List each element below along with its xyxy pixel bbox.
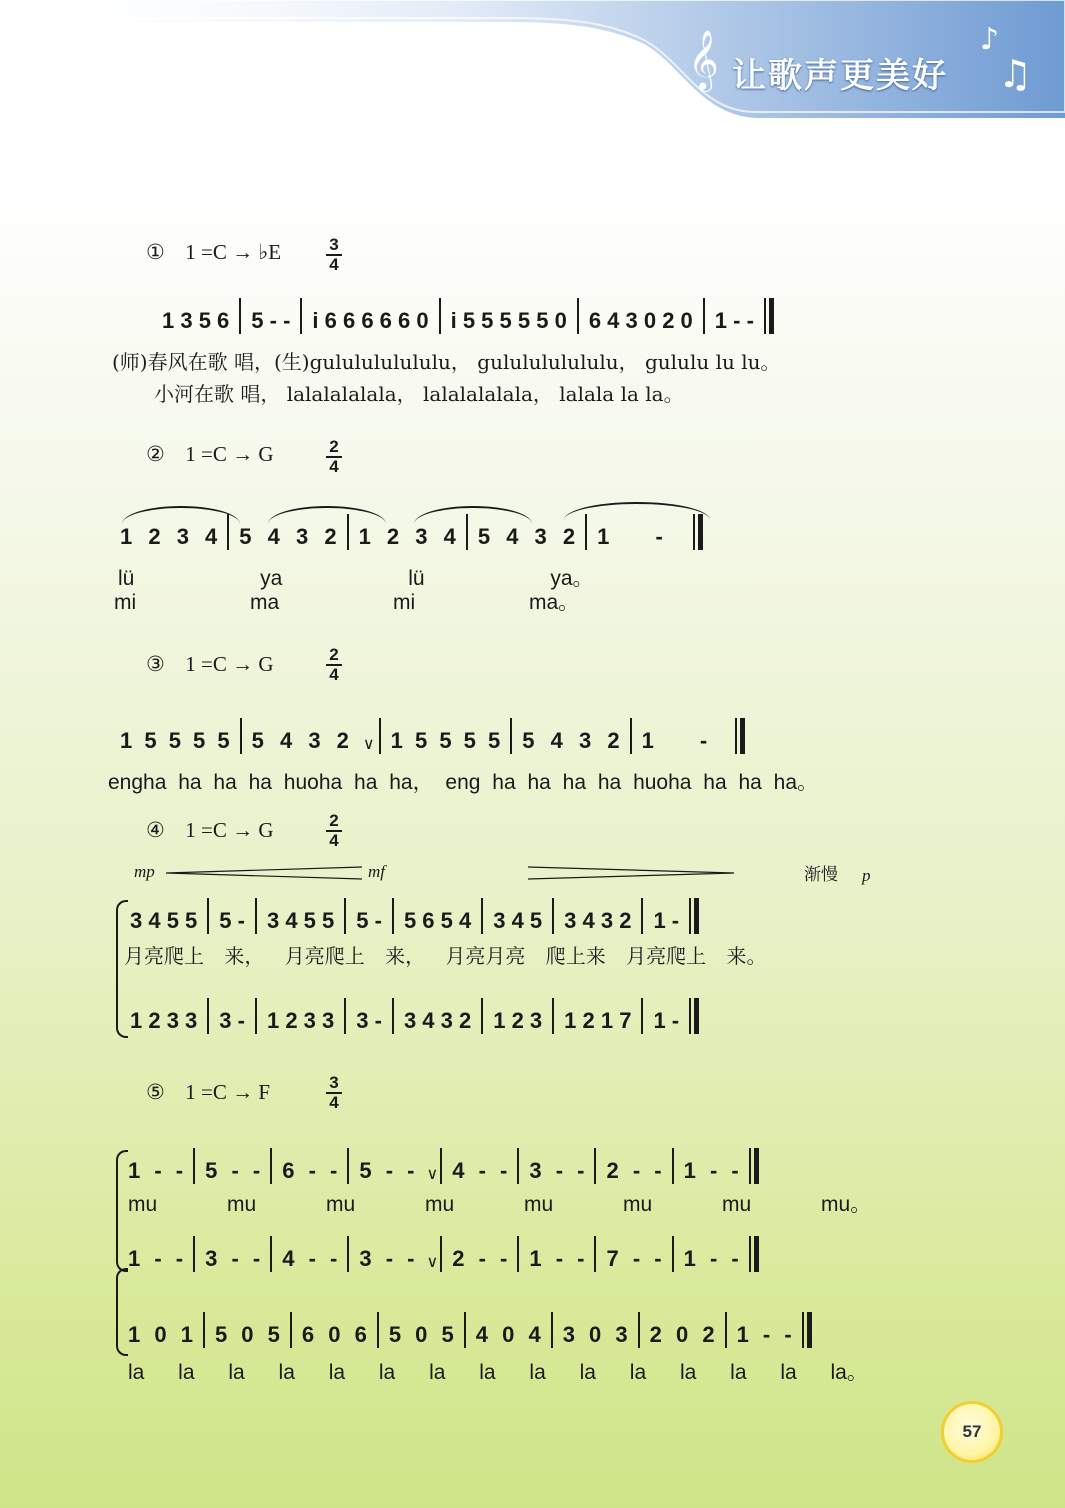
exercise-header (146, 442, 274, 467)
exercise-header (146, 652, 274, 677)
measure: i 6 6 6 6 6 0 (312, 308, 429, 333)
staff-part-1 (118, 1148, 759, 1184)
final-barline (689, 898, 699, 934)
measure: 1 2 3 (493, 1008, 543, 1033)
staff-lower (120, 998, 699, 1034)
measure: 1 - - (128, 1158, 184, 1183)
key-signature: 1 =C → G (185, 652, 274, 676)
measure: 1 - - (683, 1246, 739, 1271)
breath-mark: ∨ (426, 1254, 439, 1271)
exercise-header (146, 1080, 270, 1105)
measure: 6 4 3 0 2 0 (588, 308, 693, 333)
header-banner (0, 0, 1065, 130)
staff (110, 718, 745, 754)
measure: 3 4 3 2 (564, 908, 632, 933)
exercise-number: ② (146, 442, 165, 466)
measure: 3 4 5 (493, 908, 543, 933)
final-barline (693, 514, 703, 550)
key-signature: 1 =C → F (185, 1080, 271, 1104)
measure: 1 - - (736, 1322, 792, 1347)
time-signature (324, 236, 344, 274)
final-barline (735, 718, 745, 754)
final-barline (749, 1148, 759, 1184)
exercise-number: ① (146, 240, 165, 264)
measure: 1 - (641, 728, 708, 753)
staff-part-2 (118, 1236, 759, 1272)
measure: 5 0 5 (214, 1322, 280, 1347)
measure: 6 - - (282, 1158, 338, 1183)
dynamic-mf: mf (368, 862, 385, 881)
measure: 3 0 3 (562, 1322, 628, 1347)
dynamic-mp: mp (134, 862, 155, 881)
measure: 3 4 3 2 (403, 1008, 472, 1033)
measure: 5 - - (205, 1158, 261, 1183)
measure: 4 0 4 (475, 1322, 541, 1347)
time-signature (324, 646, 344, 684)
staff (152, 298, 774, 334)
time-top: 2 (329, 645, 339, 664)
measure: 2 - - (452, 1246, 508, 1271)
measure: 5 4 3 2 (477, 524, 576, 549)
staff-part-3 (118, 1312, 812, 1348)
key-signature: 1 =C → G (185, 442, 274, 466)
measure: 5 4 3 2 (522, 728, 620, 753)
exercise-number: ④ (146, 818, 165, 842)
lyric-line: (师)春风在歌 唱，(生)gululululululu， gululululululu， gululu lu lu。 (112, 350, 781, 374)
lyric-line: 小河在歌 唱， lalalalalala， lalalalalala， lalala la la。 (154, 382, 684, 406)
lyric-line: engha ha ha ha huoha ha ha， eng ha ha ha ha huoha ha ha ha。 (108, 771, 819, 794)
breath-mark: ∨ (426, 1166, 439, 1183)
measure: 1 - - (529, 1246, 585, 1271)
lyric-line: la la la la la la la la la la la la la la la。 (128, 1361, 868, 1384)
time-top: 2 (329, 811, 339, 830)
measure: 3 - - (529, 1158, 585, 1183)
measure: 7 - - (606, 1246, 662, 1271)
eighth-note-icon: ♪ (980, 22, 1000, 57)
measure: 3 - - (359, 1246, 415, 1271)
dynamic-p: p (862, 866, 871, 885)
measure: 4 - - (452, 1158, 508, 1183)
measure: 1 2 3 3 (266, 1008, 335, 1033)
exercise-header (146, 240, 281, 265)
time-top: 3 (329, 235, 339, 254)
final-barline (689, 998, 699, 1034)
measure: 1 3 5 6 (162, 308, 230, 333)
key-signature: 1 =C → ♭E (185, 240, 282, 264)
exercise-header (146, 818, 274, 843)
measure: 5 - (356, 908, 382, 933)
time-signature (324, 812, 344, 850)
time-bottom: 4 (329, 1093, 339, 1112)
key-signature: 1 =C → G (185, 818, 274, 842)
staff-upper (120, 898, 699, 934)
measure: 5 - (219, 908, 245, 933)
measure: 1 - - (128, 1246, 184, 1271)
measure: 5 - - (251, 308, 291, 333)
final-barline (764, 298, 774, 334)
measure: 3 - - (205, 1246, 261, 1271)
measure: 5 6 5 4 (403, 908, 472, 933)
treble-clef-icon: 𝄞 (688, 30, 719, 90)
time-bottom: 4 (329, 831, 339, 850)
measure: 6 0 6 (301, 1322, 367, 1347)
measure: 1 5 5 5 5 (390, 728, 501, 753)
measure: 5 0 5 (388, 1322, 454, 1347)
measure: 1 2 3 4 (120, 524, 218, 549)
final-barline (749, 1236, 759, 1272)
decrescendo-hairpin (528, 866, 734, 880)
measure: 3 4 5 5 (266, 908, 335, 933)
final-barline (802, 1312, 812, 1348)
measure: 2 0 2 (649, 1322, 715, 1347)
lyric-line: 月亮爬上 来， 月亮爬上 来， 月亮月亮 爬上来 月亮爬上 来。 (124, 944, 767, 968)
measure: 1 - - (683, 1158, 739, 1183)
measure: 3 - (219, 1008, 245, 1033)
measure: 1 - (597, 524, 663, 549)
breath-mark: ∨ (362, 736, 375, 753)
time-bottom: 4 (329, 665, 339, 684)
crescendo-hairpin (166, 866, 362, 880)
measure: 1 2 3 3 (130, 1008, 198, 1033)
measure: 5 4 3 2 (239, 524, 337, 549)
measure: 4 - - (282, 1246, 338, 1271)
tempo-marking: 渐慢 (804, 865, 838, 885)
measure: 1 - (653, 908, 680, 933)
measure: 1 2 3 4 (358, 524, 456, 549)
measure: 1 - (653, 1008, 680, 1033)
lyric-line: lü ya lü ya。 (118, 567, 594, 590)
time-bottom: 4 (329, 255, 339, 274)
measure: 5 4 3 2 (251, 728, 349, 753)
time-top: 3 (329, 1073, 339, 1092)
measure: 3 4 5 5 (130, 908, 198, 933)
measure: 1 5 5 5 5 (120, 728, 230, 753)
beamed-notes-icon: ♫ (998, 52, 1033, 96)
staff (110, 514, 703, 550)
exercise-number: ③ (146, 652, 165, 676)
measure: i 5 5 5 5 5 0 (450, 308, 567, 333)
time-bottom: 4 (329, 457, 339, 476)
lyric-line: mu mu mu mu mu mu mu mu。 (128, 1193, 872, 1216)
page-number-badge: 57 (944, 1404, 1000, 1460)
page-title: 让歌声更美好 (732, 56, 948, 96)
measure: 5 - - (359, 1158, 415, 1183)
measure: 1 0 1 (128, 1322, 193, 1347)
measure: 3 - (356, 1008, 382, 1033)
measure: 1 - - (714, 308, 754, 333)
measure: 1 2 1 7 (564, 1008, 632, 1033)
time-signature (324, 1074, 344, 1112)
lyric-line: mi ma mi ma。 (114, 591, 580, 614)
time-signature (324, 438, 344, 476)
time-top: 2 (329, 437, 339, 456)
measure: 2 - - (606, 1158, 662, 1183)
exercise-number: ⑤ (146, 1080, 165, 1104)
